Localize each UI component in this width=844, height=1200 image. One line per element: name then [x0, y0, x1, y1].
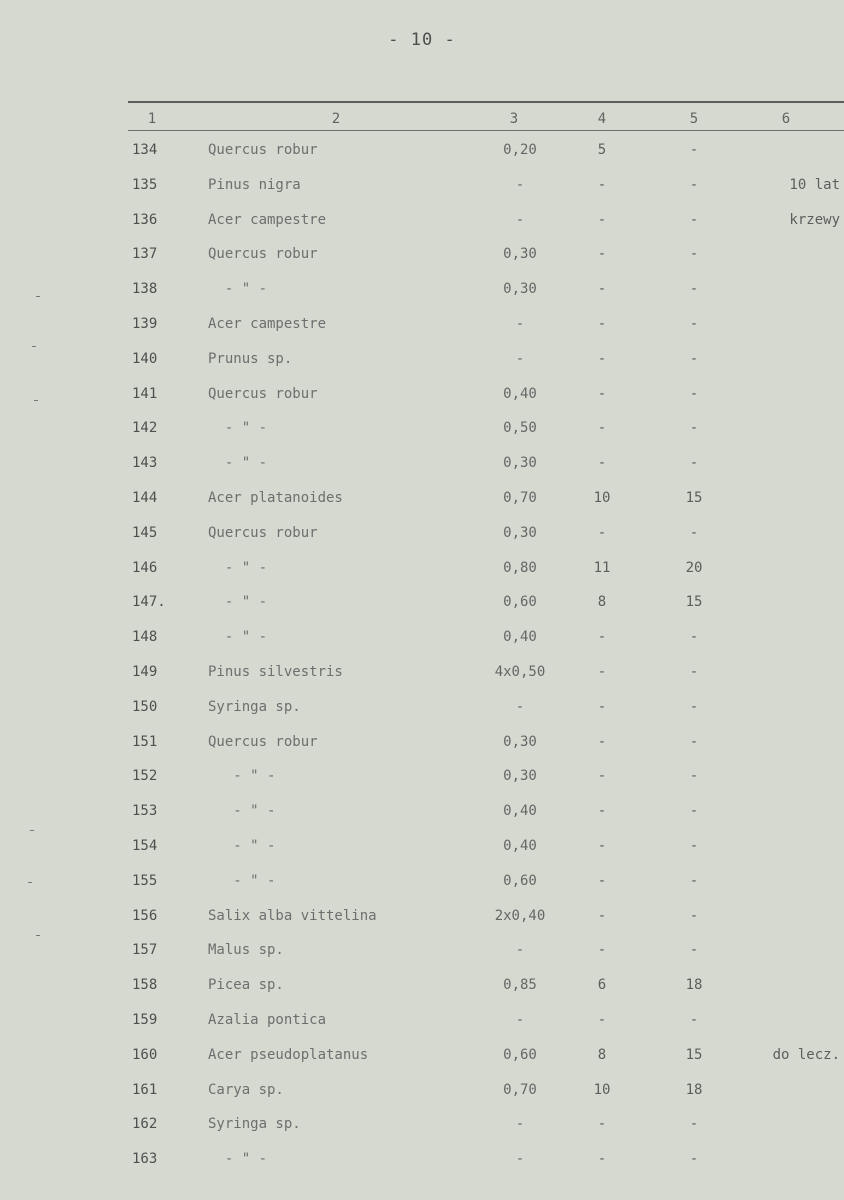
margin-mark — [28, 882, 32, 883]
row-number: 162 — [132, 1116, 158, 1132]
col-6-remark: do lecz. — [772, 1047, 840, 1063]
col-5-value: - — [689, 1116, 699, 1132]
species-name: - " - — [208, 420, 268, 436]
species-name: Syringa sp. — [208, 699, 301, 715]
table-top-rule — [128, 101, 844, 103]
col-3-value: 0,40 — [503, 838, 537, 854]
col-3-value: - — [515, 699, 525, 715]
col-5-value: 15 — [685, 490, 703, 506]
row-number: 148 — [132, 629, 158, 645]
row-number: 157 — [132, 942, 158, 958]
species-name: Prunus sp. — [208, 351, 293, 367]
col-3-value: 2x0,40 — [494, 908, 546, 924]
col-4-value: - — [597, 212, 607, 228]
col-3-value: 0,40 — [503, 386, 537, 402]
col-3-value: 0,80 — [503, 560, 537, 576]
col-4-value: - — [597, 664, 607, 680]
table-header-rule — [128, 130, 844, 131]
col-4-value: - — [597, 942, 607, 958]
col-3-value: 0,40 — [503, 803, 537, 819]
col-4-value: - — [597, 873, 607, 889]
col-5-value: 15 — [685, 1047, 703, 1063]
col-4-value: - — [597, 455, 607, 471]
col-3-value: 0,50 — [503, 420, 537, 436]
row-number: 163 — [132, 1151, 158, 1167]
species-name: Salix alba vittelina — [208, 908, 377, 924]
col-5-value: - — [689, 803, 699, 819]
species-name: Quercus robur — [208, 142, 318, 158]
col-4-value: - — [597, 734, 607, 750]
row-number: 159 — [132, 1012, 158, 1028]
col-5-value: - — [689, 942, 699, 958]
col-5-value: - — [689, 386, 699, 402]
col-3-value: 0,30 — [503, 281, 537, 297]
row-number: 146 — [132, 560, 158, 576]
species-name: - " - — [208, 873, 276, 889]
col-3-value: 0,40 — [503, 629, 537, 645]
margin-mark — [36, 296, 40, 297]
col-4-value: - — [597, 316, 607, 332]
species-name: - " - — [208, 1151, 268, 1167]
col-5-value: - — [689, 142, 699, 158]
col-4-value: 10 — [593, 490, 611, 506]
col-3-value: 0,30 — [503, 455, 537, 471]
col-4-value: - — [597, 768, 607, 784]
col-5-value: - — [689, 838, 699, 854]
col-5-value: - — [689, 525, 699, 541]
col-4-value: - — [597, 386, 607, 402]
col-5-value: - — [689, 908, 699, 924]
col-3-value: - — [515, 351, 525, 367]
col-3-value: 0,70 — [503, 490, 537, 506]
col-5-value: - — [689, 734, 699, 750]
col-3-value: - — [515, 1151, 525, 1167]
row-number: 136 — [132, 212, 158, 228]
col-3-value: 0,60 — [503, 873, 537, 889]
row-number: 141 — [132, 386, 158, 402]
row-number: 147. — [132, 594, 166, 610]
row-number: 161 — [132, 1082, 158, 1098]
col-5-value: - — [689, 455, 699, 471]
species-name: Picea sp. — [208, 977, 284, 993]
header-col-6: 6 — [781, 111, 791, 127]
species-name: Acer platanoides — [208, 490, 343, 506]
col-5-value: 15 — [685, 594, 703, 610]
col-4-value: - — [597, 281, 607, 297]
col-3-value: 0,30 — [503, 734, 537, 750]
col-5-value: - — [689, 281, 699, 297]
species-name: Azalia pontica — [208, 1012, 327, 1028]
species-name: - " - — [208, 629, 268, 645]
margin-mark — [30, 830, 34, 831]
species-name: - " - — [208, 838, 276, 854]
row-number: 138 — [132, 281, 158, 297]
species-name: - " - — [208, 594, 268, 610]
header-col-5: 5 — [689, 111, 699, 127]
header-col-1: 1 — [147, 111, 157, 127]
col-4-value: 5 — [597, 142, 607, 158]
species-name: Acer pseudoplatanus — [208, 1047, 369, 1063]
col-3-value: - — [515, 942, 525, 958]
col-5-value: - — [689, 316, 699, 332]
col-6-remark: 10 lat — [789, 177, 840, 193]
col-5-value: - — [689, 768, 699, 784]
row-number: 137 — [132, 246, 158, 262]
col-5-value: - — [689, 1012, 699, 1028]
col-4-value: 11 — [593, 560, 611, 576]
margin-mark — [32, 346, 36, 347]
col-3-value: 0,85 — [503, 977, 537, 993]
col-4-value: - — [597, 908, 607, 924]
row-number: 144 — [132, 490, 158, 506]
col-4-value: 8 — [597, 1047, 607, 1063]
row-number: 143 — [132, 455, 158, 471]
col-3-value: - — [515, 1012, 525, 1028]
species-name: Carya sp. — [208, 1082, 284, 1098]
row-number: 145 — [132, 525, 158, 541]
col-5-value: - — [689, 699, 699, 715]
margin-mark — [34, 400, 38, 401]
col-3-value: 4x0,50 — [494, 664, 546, 680]
header-col-4: 4 — [597, 111, 607, 127]
row-number: 150 — [132, 699, 158, 715]
col-5-value: 18 — [685, 977, 703, 993]
row-number: 158 — [132, 977, 158, 993]
row-number: 142 — [132, 420, 158, 436]
species-name: - " - — [208, 281, 268, 297]
col-5-value: - — [689, 629, 699, 645]
col-4-value: - — [597, 177, 607, 193]
col-3-value: - — [515, 316, 525, 332]
col-4-value: - — [597, 1012, 607, 1028]
col-5-value: - — [689, 1151, 699, 1167]
species-name: Acer campestre — [208, 212, 327, 228]
page-number: - 10 - — [388, 30, 456, 50]
col-3-value: 0,30 — [503, 768, 537, 784]
col-3-value: 0,20 — [503, 142, 537, 158]
row-number: 151 — [132, 734, 158, 750]
header-col-2: 2 — [331, 111, 341, 127]
row-number: 135 — [132, 177, 158, 193]
row-number: 152 — [132, 768, 158, 784]
species-name: Pinus silvestris — [208, 664, 343, 680]
col-4-value: - — [597, 629, 607, 645]
species-name: Syringa sp. — [208, 1116, 301, 1132]
species-name: - " - — [208, 768, 276, 784]
col-5-value: - — [689, 664, 699, 680]
col-3-value: - — [515, 1116, 525, 1132]
col-4-value: - — [597, 1116, 607, 1132]
species-name: - " - — [208, 803, 276, 819]
col-5-value: - — [689, 420, 699, 436]
row-number: 149 — [132, 664, 158, 680]
col-5-value: - — [689, 873, 699, 889]
row-number: 156 — [132, 908, 158, 924]
row-number: 134 — [132, 142, 158, 158]
row-number: 160 — [132, 1047, 158, 1063]
col-5-value: 20 — [685, 560, 703, 576]
col-4-value: - — [597, 351, 607, 367]
species-name: Quercus robur — [208, 246, 318, 262]
species-name: Quercus robur — [208, 525, 318, 541]
margin-mark — [36, 935, 40, 936]
col-4-value: 8 — [597, 594, 607, 610]
col-4-value: - — [597, 803, 607, 819]
col-6-remark: krzewy — [789, 212, 840, 228]
col-5-value: - — [689, 177, 699, 193]
col-5-value: - — [689, 351, 699, 367]
row-number: 154 — [132, 838, 158, 854]
col-4-value: 6 — [597, 977, 607, 993]
col-5-value: - — [689, 212, 699, 228]
species-name: Malus sp. — [208, 942, 284, 958]
row-number: 140 — [132, 351, 158, 367]
species-name: - " - — [208, 455, 268, 471]
species-name: Quercus robur — [208, 386, 318, 402]
col-4-value: - — [597, 420, 607, 436]
col-3-value: 0,70 — [503, 1082, 537, 1098]
species-name: Pinus nigra — [208, 177, 301, 193]
col-3-value: 0,60 — [503, 1047, 537, 1063]
row-number: 139 — [132, 316, 158, 332]
col-5-value: - — [689, 246, 699, 262]
header-col-3: 3 — [509, 111, 519, 127]
col-3-value: 0,60 — [503, 594, 537, 610]
col-3-value: 0,30 — [503, 246, 537, 262]
col-3-value: - — [515, 177, 525, 193]
col-3-value: 0,30 — [503, 525, 537, 541]
col-3-value: - — [515, 212, 525, 228]
col-4-value: - — [597, 838, 607, 854]
col-4-value: - — [597, 246, 607, 262]
col-4-value: 10 — [593, 1082, 611, 1098]
col-5-value: 18 — [685, 1082, 703, 1098]
col-4-value: - — [597, 1151, 607, 1167]
col-4-value: - — [597, 525, 607, 541]
species-name: - " - — [208, 560, 268, 576]
col-4-value: - — [597, 699, 607, 715]
species-name: Quercus robur — [208, 734, 318, 750]
row-number: 153 — [132, 803, 158, 819]
species-name: Acer campestre — [208, 316, 327, 332]
row-number: 155 — [132, 873, 158, 889]
